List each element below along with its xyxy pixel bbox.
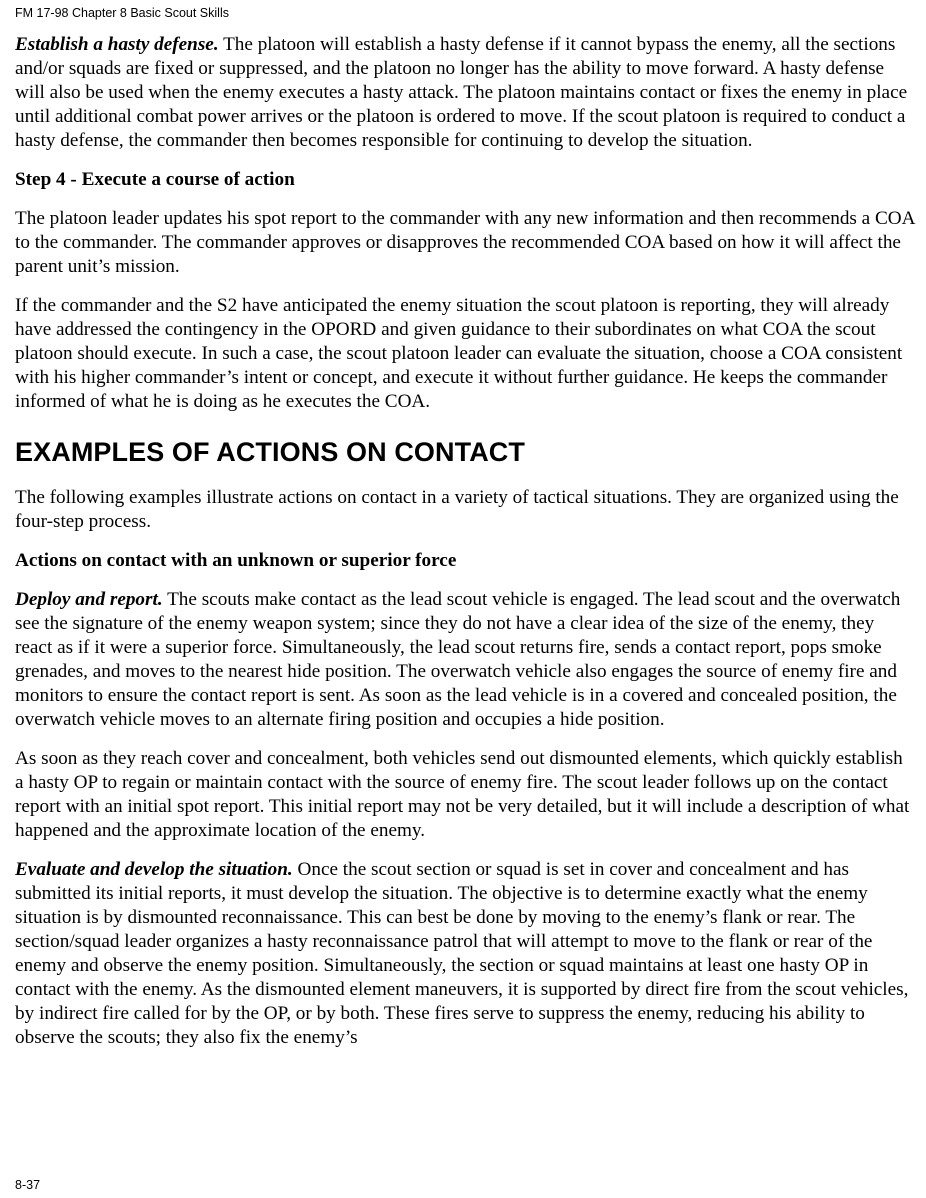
evaluate-develop-paragraph bbox=[15, 858, 915, 1050]
running-header: FM 17-98 Chapter 8 Basic Scout Skills bbox=[15, 6, 229, 20]
step4-paragraph-2: If the commander and the S2 have anticipated the enemy situation the scout platoon is reporting, they will already have addressed the contingency in the OPORD and given guidance to their subordinates on what COA the scout platoon should execute. In such a case, the scout platoon leader can evaluate the situation, choose a COA consistent with his higher commander’s intent or concept, and execute it without further guidance. He keeps the commander informed of what he is doing as he executes the COA. bbox=[15, 295, 903, 412]
hasty-defense-text: The platoon will establish a hasty defense if it cannot bypass the enemy, all the sections and/or squads are fixed or suppressed, and the platoon no longer has the ability to move forward. A hasty defense will also be used when the enemy executes a hasty attack. The platoon maintains contact or fixes the enemy in place until additional combat power arrives or the platoon is ordered to move. If the scout platoon is required to conduct a hasty defense, the commander then becomes responsible for continuing to develop the situation. bbox=[15, 34, 908, 151]
deploy-report-text: The scouts make contact as the lead scout vehicle is engaged. The lead scout and the overwatch see the signature of the enemy weapon system; since they do not have a clear idea of the size of the enemy, they react as if it were a superior force. Simultaneously, the lead scout returns fire, sends a contact report, pops smoke grenades, and moves to the nearest hide position. The overwatch vehicle also engages the source of enemy fire and monitors to ensure the contact report is sent. As soon as the lead vehicle is in a covered and concealed position, the overwatch vehicle moves to an alternate firing position and occupies a hide position. bbox=[15, 589, 901, 730]
unknown-force-subheading: Actions on contact with an unknown or superior force bbox=[15, 550, 457, 571]
hasty-defense-lead: Establish a hasty defense. bbox=[15, 34, 219, 55]
evaluate-develop-text: Once the scout section or squad is set in cover and concealment and has submitted its initial reports, it must develop the situation. The objective is to determine exactly what the enemy situation is by dismounted reconnaissance. This can best be done by moving to the enemy’s flank or rear. The section/squad leader organizes a hasty reconnaissance patrol that will attempt to move to the flank or rear of the enemy and observe the enemy position. Simultaneously, the section or squad maintains at least one hasty OP in contact with the enemy. As the dismounted element maneuvers, it is supported by direct fire from the scout vehicles, by indirect fire called for by the OP, or by both. These fires serve to suppress the enemy, reducing his ability to observe the scouts; they also fix the enemy’s bbox=[15, 859, 909, 1048]
examples-heading: EXAMPLES OF ACTIONS ON CONTACT bbox=[15, 437, 526, 467]
hasty-defense-paragraph bbox=[15, 33, 915, 153]
examples-intro-paragraph: The following examples illustrate actions on contact in a variety of tactical situations. They are organized using the four-step process. bbox=[15, 487, 899, 532]
page-content bbox=[15, 33, 915, 1065]
step4-heading: Step 4 - Execute a course of action bbox=[15, 169, 295, 190]
page-number: 8-37 bbox=[15, 1178, 41, 1192]
deploy-report-lead: Deploy and report. bbox=[15, 589, 163, 610]
cover-concealment-paragraph: As soon as they reach cover and concealment, both vehicles send out dismounted elements, which quickly establish a hasty OP to regain or maintain contact with the source of enemy fire. The scout leader follows up on the contact report with an initial spot report. This initial report may not be very detailed, but it will include a description of what happened and the approximate location of the enemy. bbox=[15, 748, 910, 841]
evaluate-develop-lead: Evaluate and develop the situation. bbox=[15, 859, 293, 880]
deploy-report-paragraph bbox=[15, 588, 915, 732]
step4-paragraph-1: The platoon leader updates his spot report to the commander with any new information and then recommends a COA to the commander. The commander approves or disapproves the recommended COA based on how it will affect the parent unit’s mission. bbox=[15, 208, 915, 277]
